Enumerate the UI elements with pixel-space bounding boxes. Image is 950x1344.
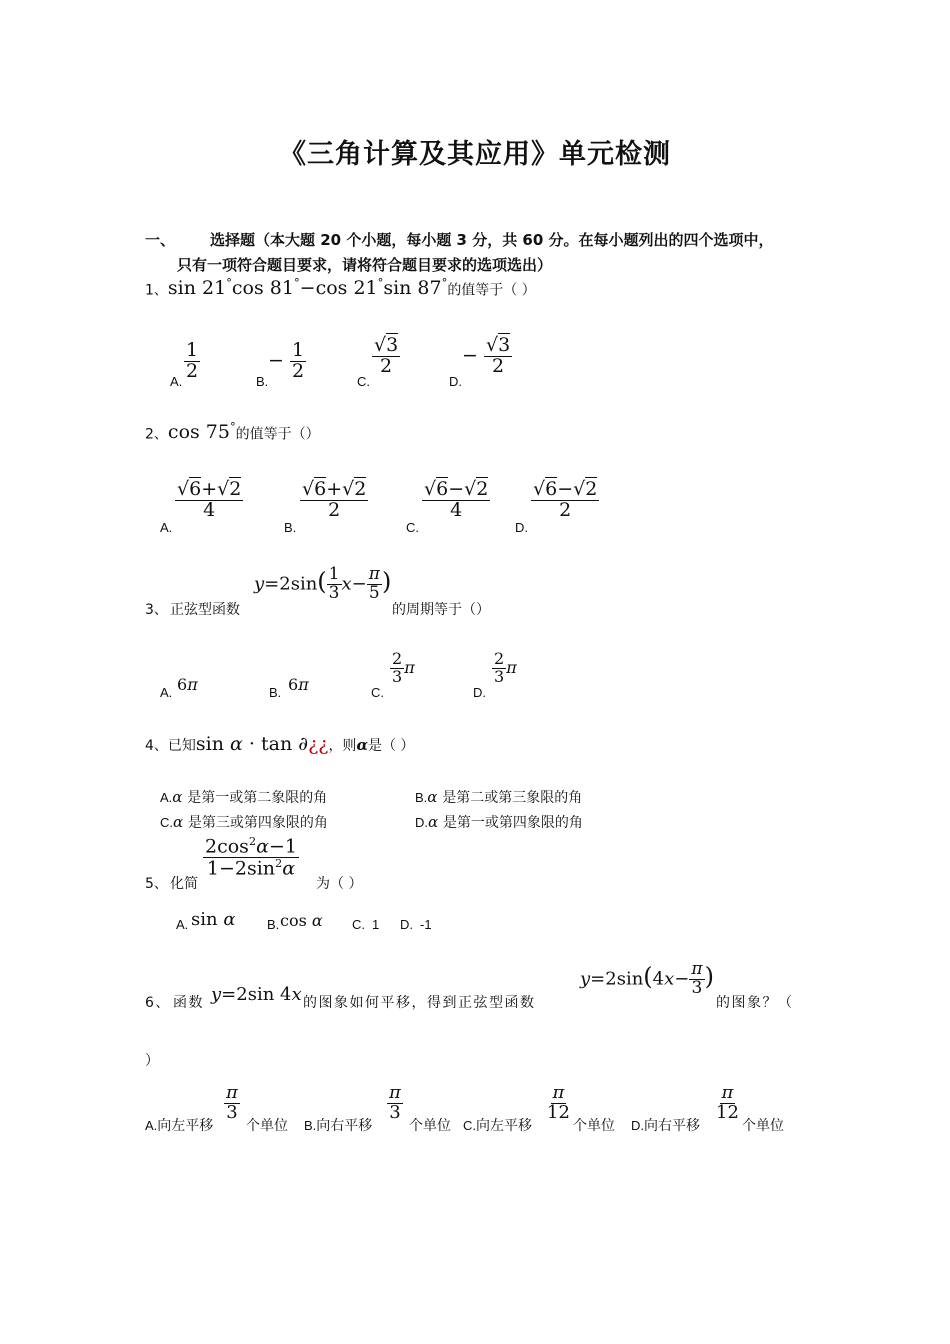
q1-option-d-label: D. bbox=[449, 374, 462, 389]
section-heading: 选择题（本大题 20 个小题，每小题 3 分，共 60 分。在每小题列出的四个选项中， bbox=[210, 231, 774, 249]
q4-suffix: 是（ ） bbox=[367, 738, 415, 754]
q6-option-c: C.向左平移 bbox=[463, 1118, 532, 1134]
q5-option-b-label: B. bbox=[267, 917, 280, 932]
q4-option-c: C.α 是第三或第四象限的角 bbox=[160, 813, 328, 831]
q6-suffix: 的图象？（ bbox=[716, 995, 794, 1011]
q2-option-a-label: A. bbox=[160, 520, 173, 535]
q5-suffix: 为（ ） bbox=[316, 876, 363, 892]
q3-option-c-label: C. bbox=[371, 685, 384, 700]
q3-option-a: 6π bbox=[177, 675, 198, 694]
q4-number: 4、 bbox=[145, 738, 168, 754]
q1-suffix: 的值等于（ ） bbox=[447, 282, 536, 299]
q5-option-c: 1 bbox=[372, 917, 380, 932]
q6-option-d-unit: 个单位 bbox=[742, 1118, 784, 1134]
q1-number: 1、 bbox=[145, 282, 168, 299]
q2-option-a: $\frac{√6+√2}{4}$ bbox=[177, 478, 242, 521]
q6-option-a-unit: 个单位 bbox=[246, 1118, 288, 1134]
q1-option-c: $\frac{√3}{2}$ bbox=[374, 334, 399, 377]
q5-option-d-label: D. bbox=[400, 917, 413, 932]
q3-option-a-label: A. bbox=[160, 685, 173, 700]
q2-expression: cos 75° bbox=[167, 420, 236, 444]
q6-option-b-amount: $\frac{\pi}{3}$ bbox=[389, 1082, 401, 1123]
q1-option-b-label: B. bbox=[256, 374, 269, 389]
q2-option-b: $\frac{√6+√2}{2}$ bbox=[302, 478, 367, 521]
q4-option-a: A.α 是第一或第二象限的角 bbox=[160, 788, 328, 806]
q3-expression: y=2sin( $\frac{1}{3}$ x− $\frac{\pi}{5}$ ) bbox=[254, 564, 392, 603]
q3-option-b: 6π bbox=[288, 675, 309, 694]
q1-expression: sin 21°cos 81°−cos 21°sin 87° bbox=[167, 276, 448, 300]
q1-option-b: − $\frac{1}{2}$ bbox=[268, 339, 305, 382]
q6-expression-1: y=2sin 4x bbox=[211, 984, 302, 1005]
q3-option-d-label: D. bbox=[473, 685, 486, 700]
q3-prefix: 正弦型函数 bbox=[170, 602, 240, 618]
q6-option-c-amount: $\frac{\pi}{12}$ bbox=[547, 1082, 570, 1123]
q2-option-d-label: D. bbox=[515, 520, 528, 535]
q5-option-a-label: A. bbox=[176, 917, 189, 932]
q6-option-d-amount: $\frac{\pi}{12}$ bbox=[716, 1082, 739, 1123]
q5-prefix: 化简 bbox=[170, 876, 198, 892]
q2-option-b-label: B. bbox=[284, 520, 297, 535]
q5-option-c-label: C. bbox=[352, 917, 365, 932]
question-1 bbox=[145, 276, 536, 299]
q6-option-c-unit: 个单位 bbox=[573, 1118, 615, 1134]
q2-option-c: $\frac{√6-√2}{4}$ bbox=[424, 478, 489, 521]
q4-prefix: 已知 bbox=[167, 738, 196, 754]
q6-option-b-unit: 个单位 bbox=[409, 1118, 451, 1134]
q5-option-d: -1 bbox=[420, 917, 432, 932]
q1-option-c-label: C. bbox=[357, 374, 370, 389]
q2-number: 2、 bbox=[145, 426, 168, 443]
q1-option-a: $\frac{1}{2}$ bbox=[186, 339, 199, 382]
q6-expression-2: y=2sin(4x− $\frac{\pi}{3}$ ) bbox=[580, 959, 714, 998]
q6-option-a-amount: $\frac{\pi}{3}$ bbox=[226, 1082, 238, 1123]
section-heading-line2: 只有一项符合题目要求，请将符合题目要求的选项选出） bbox=[177, 256, 553, 274]
q5-expression: $\frac{2\cos^2\alpha-1}{1-2\sin^2\alpha}$ bbox=[205, 834, 298, 880]
q1-option-a-label: A. bbox=[170, 374, 183, 389]
q1-option-d: − $\frac{√3}{2}$ bbox=[462, 334, 511, 377]
q2-suffix: 的值等于（） bbox=[235, 426, 320, 443]
q4-alpha: α bbox=[356, 736, 368, 754]
q6-option-b: B.向右平移 bbox=[304, 1118, 373, 1134]
q6-close: ） bbox=[145, 1053, 159, 1069]
q5-option-a: sin α bbox=[191, 909, 236, 930]
q3-option-d: $\frac{2}{3}$ π bbox=[494, 649, 517, 686]
q6-option-d: D.向右平移 bbox=[631, 1118, 700, 1134]
q4-option-d: D.α 是第一或第四象限的角 bbox=[415, 813, 583, 831]
q4-mid: ，则 bbox=[328, 738, 357, 754]
q3-number: 3、 bbox=[145, 602, 168, 618]
q2-option-d: $\frac{√6-√2}{2}$ bbox=[533, 478, 598, 521]
q3-option-b-label: B. bbox=[269, 685, 282, 700]
question-4 bbox=[145, 733, 414, 755]
q5-number: 5、 bbox=[145, 876, 168, 892]
section-number: 一、 bbox=[145, 231, 176, 249]
page-title: 《三角计算及其应用》单元检测 bbox=[279, 139, 671, 170]
q6-number: 6、 bbox=[145, 995, 171, 1011]
q6-mid: 的图象如何平移，得到正弦型函数 bbox=[303, 995, 536, 1011]
q3-suffix: 的周期等于（） bbox=[392, 602, 490, 618]
question-2 bbox=[145, 420, 320, 443]
q5-option-b: cos α bbox=[280, 911, 323, 930]
q3-option-c: $\frac{2}{3}$ π bbox=[392, 649, 415, 686]
q4-option-b: B.α 是第二或第三象限的角 bbox=[415, 788, 583, 806]
q4-expression: sin α · tan ∂¿¿ bbox=[195, 733, 329, 755]
q6-option-a: A.向左平移 bbox=[145, 1118, 214, 1134]
q6-prefix: 函数 bbox=[173, 995, 204, 1011]
q2-option-c-label: C. bbox=[406, 520, 419, 535]
